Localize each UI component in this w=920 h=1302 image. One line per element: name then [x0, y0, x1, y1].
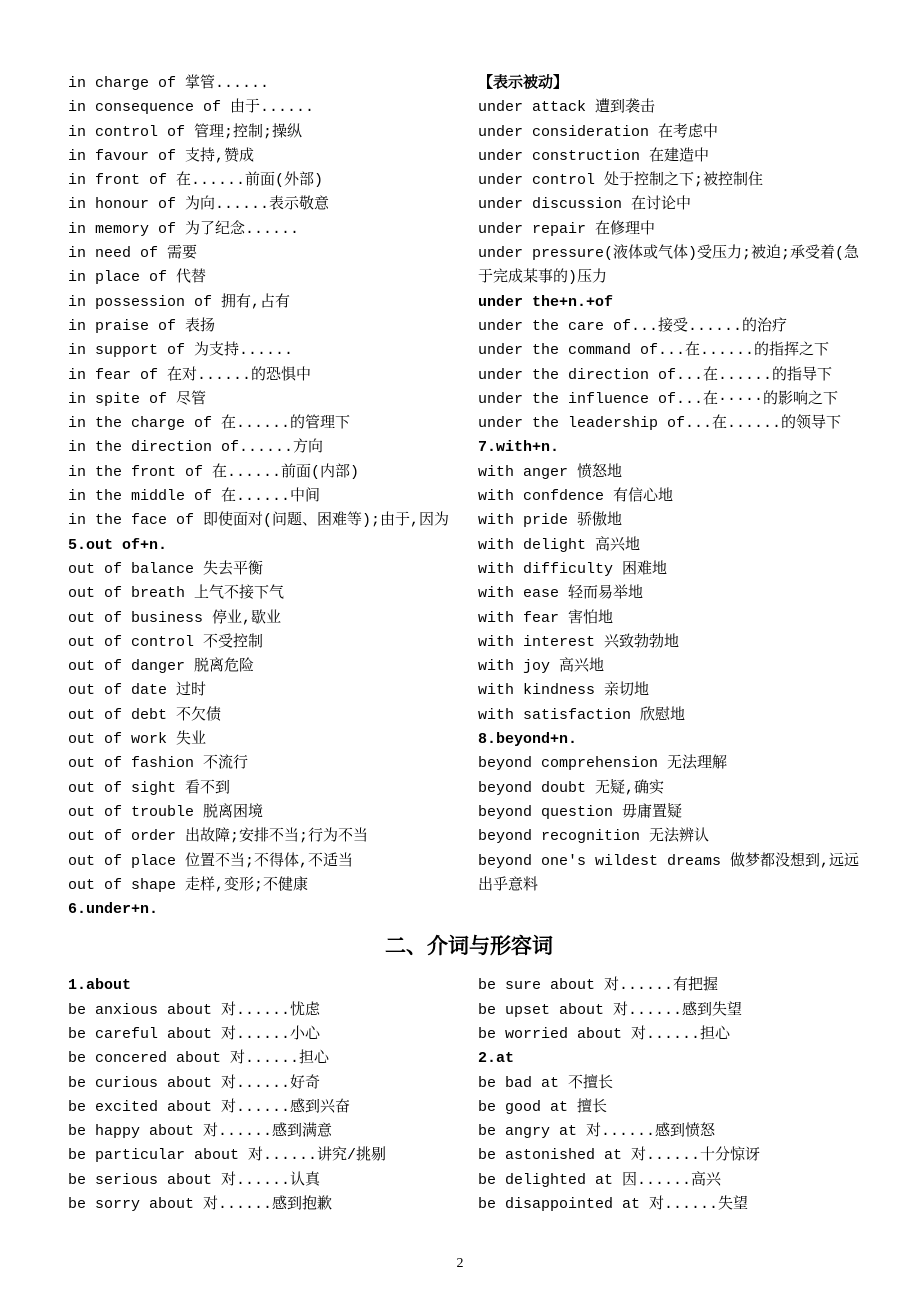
section2-left-column [68, 974, 468, 1217]
entry-line: with kindness 亲切地 [478, 682, 650, 700]
entry-line: under the influence of...在·····的影响之下 [478, 390, 839, 408]
entry-line: under control 处于控制之下;被控制住 [478, 172, 764, 190]
entry-line: under the command of...在......的指挥之下 [478, 342, 830, 360]
entry-line: out of shape 走样,变形;不健康 [68, 876, 309, 894]
entry-line: out of breath 上气不接下气 [68, 585, 285, 603]
entry-line: out of danger 脱离危险 [68, 658, 255, 676]
entry-line: be disappointed at 对......失望 [478, 1196, 749, 1214]
entry-line: with pride 骄傲地 [478, 512, 623, 530]
entry-line: with interest 兴致勃勃地 [478, 633, 680, 651]
entry-line: be serious about 对......认真 [68, 1171, 321, 1189]
entry-line: be particular about 对......讲究/挑剔 [68, 1147, 387, 1165]
entry-line: in need of 需要 [68, 245, 198, 263]
entry-line: be good at 擅长 [478, 1098, 608, 1116]
entry-line: in support of 为支持...... [68, 342, 294, 360]
entry-line: under pressure(液体或气体)受压力;被迫;承受着(急于完成某事的)压力 [478, 245, 860, 287]
entry-line: in the front of 在......前面(内部) [68, 463, 360, 481]
entry-line: in place of 代替 [68, 269, 207, 287]
section2-columns [68, 974, 870, 1217]
entry-line: be careful about 对......小心 [68, 1025, 321, 1043]
entry-line: under discussion 在讨论中 [478, 196, 692, 214]
entry-line: out of sight 看不到 [68, 779, 231, 797]
entry-line: in praise of 表扬 [68, 317, 216, 335]
entry-line: 6.under+n. [68, 901, 159, 919]
entry-line: in the direction of......方向 [68, 439, 324, 457]
entry-line: in possession of 拥有,占有 [68, 293, 291, 311]
entry-line: 7.with+n. [478, 439, 560, 457]
entry-line: under the leadership of...在......的领导下 [478, 415, 842, 433]
entry-line: with fear 害怕地 [478, 609, 614, 627]
section-heading: 二、介词与形容词 [385, 937, 553, 961]
entry-line: under repair 在修理中 [478, 220, 656, 238]
entry-line: with difficulty 困难地 [478, 560, 668, 578]
entry-line: be sorry about 对......感到抱歉 [68, 1196, 333, 1214]
entry-line: under the care of...接受......的治疗 [478, 317, 788, 335]
entry-line: in fear of 在对......的恐惧中 [68, 366, 312, 384]
entry-line: be excited about 对......感到兴奋 [68, 1098, 351, 1116]
section2-right-column [478, 974, 870, 1217]
entry-line: 2.at [478, 1050, 515, 1068]
entry-line: in memory of 为了纪念...... [68, 220, 300, 238]
entry-line: in favour of 支持,赞成 [68, 147, 255, 165]
entry-line: in front of 在......前面(外部) [68, 172, 324, 190]
entry-line: out of trouble 脱离困境 [68, 803, 264, 821]
entry-line: in charge of 掌管...... [68, 75, 270, 92]
entry-line: out of business 停业,歇业 [68, 609, 282, 627]
entry-line: under the+n.+of [478, 293, 614, 311]
entry-line: out of balance 失去平衡 [68, 560, 264, 578]
entry-line: out of order 出故障;安排不当;行为不当 [68, 828, 369, 846]
entry-line: in the charge of 在......的管理下 [68, 415, 351, 433]
entry-line: with satisfaction 欣慰地 [478, 706, 686, 724]
entry-line: be anxious about 对......忧虑 [68, 1001, 321, 1019]
entry-line: out of control 不受控制 [68, 633, 264, 651]
entry-line: in the middle of 在......中间 [68, 488, 321, 506]
entry-line: 1.about [68, 977, 132, 995]
entry-line: be delighted at 因......高兴 [478, 1171, 722, 1189]
entry-line: beyond comprehension 无法理解 [478, 755, 728, 773]
entry-line: in spite of 尽管 [68, 390, 207, 408]
entry-line: be curious about 对......好奇 [68, 1074, 321, 1092]
entry-line: beyond question 毋庸置疑 [478, 803, 683, 821]
entry-line: out of place 位置不当;不得体,不适当 [68, 852, 354, 870]
entry-line: in consequence of 由于...... [68, 99, 315, 117]
entry-line: under attack 遭到袭击 [478, 99, 656, 117]
entry-line: under consideration 在考虑中 [478, 123, 719, 141]
entry-line: with delight 高兴地 [478, 536, 641, 554]
entry-line: in control of 管理;控制;操纵 [68, 123, 303, 141]
entry-line: be sure about 对......有把握 [478, 977, 719, 995]
entry-line: out of work 失业 [68, 731, 207, 749]
section1-left-column [68, 72, 468, 922]
section1-columns [68, 72, 870, 922]
entry-line: be happy about 对......感到满意 [68, 1123, 333, 1141]
entry-line: be bad at 不擅长 [478, 1074, 614, 1092]
entry-line: out of debt 不欠债 [68, 706, 222, 724]
entry-line: 8.beyond+n. [478, 731, 578, 749]
entry-line: out of date 过时 [68, 682, 207, 700]
entry-line: be upset about 对......感到失望 [478, 1001, 743, 1019]
entry-line: be concered about 对......担心 [68, 1050, 330, 1068]
entry-line: 5.out of+n. [68, 536, 168, 554]
entry-line: 【表示被动】 [478, 75, 569, 92]
entry-line: with ease 轻而易举地 [478, 585, 644, 603]
page-number: 2 [456, 1256, 464, 1271]
entry-line: under construction 在建造中 [478, 147, 710, 165]
entry-line: be angry at 对......感到愤怒 [478, 1123, 716, 1141]
section1-right-column [478, 72, 870, 898]
entry-line: out of fashion 不流行 [68, 755, 249, 773]
entry-line: be worried about 对......担心 [478, 1025, 731, 1043]
entry-line: in honour of 为向......表示敬意 [68, 196, 330, 214]
entry-line: beyond one's wildest dreams 做梦都没想到,远远出乎意料 [478, 852, 860, 894]
entry-line: with anger 愤怒地 [478, 463, 623, 481]
entry-line: with confdence 有信心地 [478, 488, 674, 506]
entry-line: in the face of 即使面对(问题、困难等);由于,因为 [68, 512, 450, 530]
entry-line: beyond doubt 无疑,确实 [478, 779, 665, 797]
entry-line: with joy 高兴地 [478, 658, 605, 676]
entry-line: be astonished at 对......十分惊讶 [478, 1147, 761, 1165]
entry-line: under the direction of...在......的指导下 [478, 366, 833, 384]
entry-line: beyond recognition 无法辨认 [478, 828, 710, 846]
